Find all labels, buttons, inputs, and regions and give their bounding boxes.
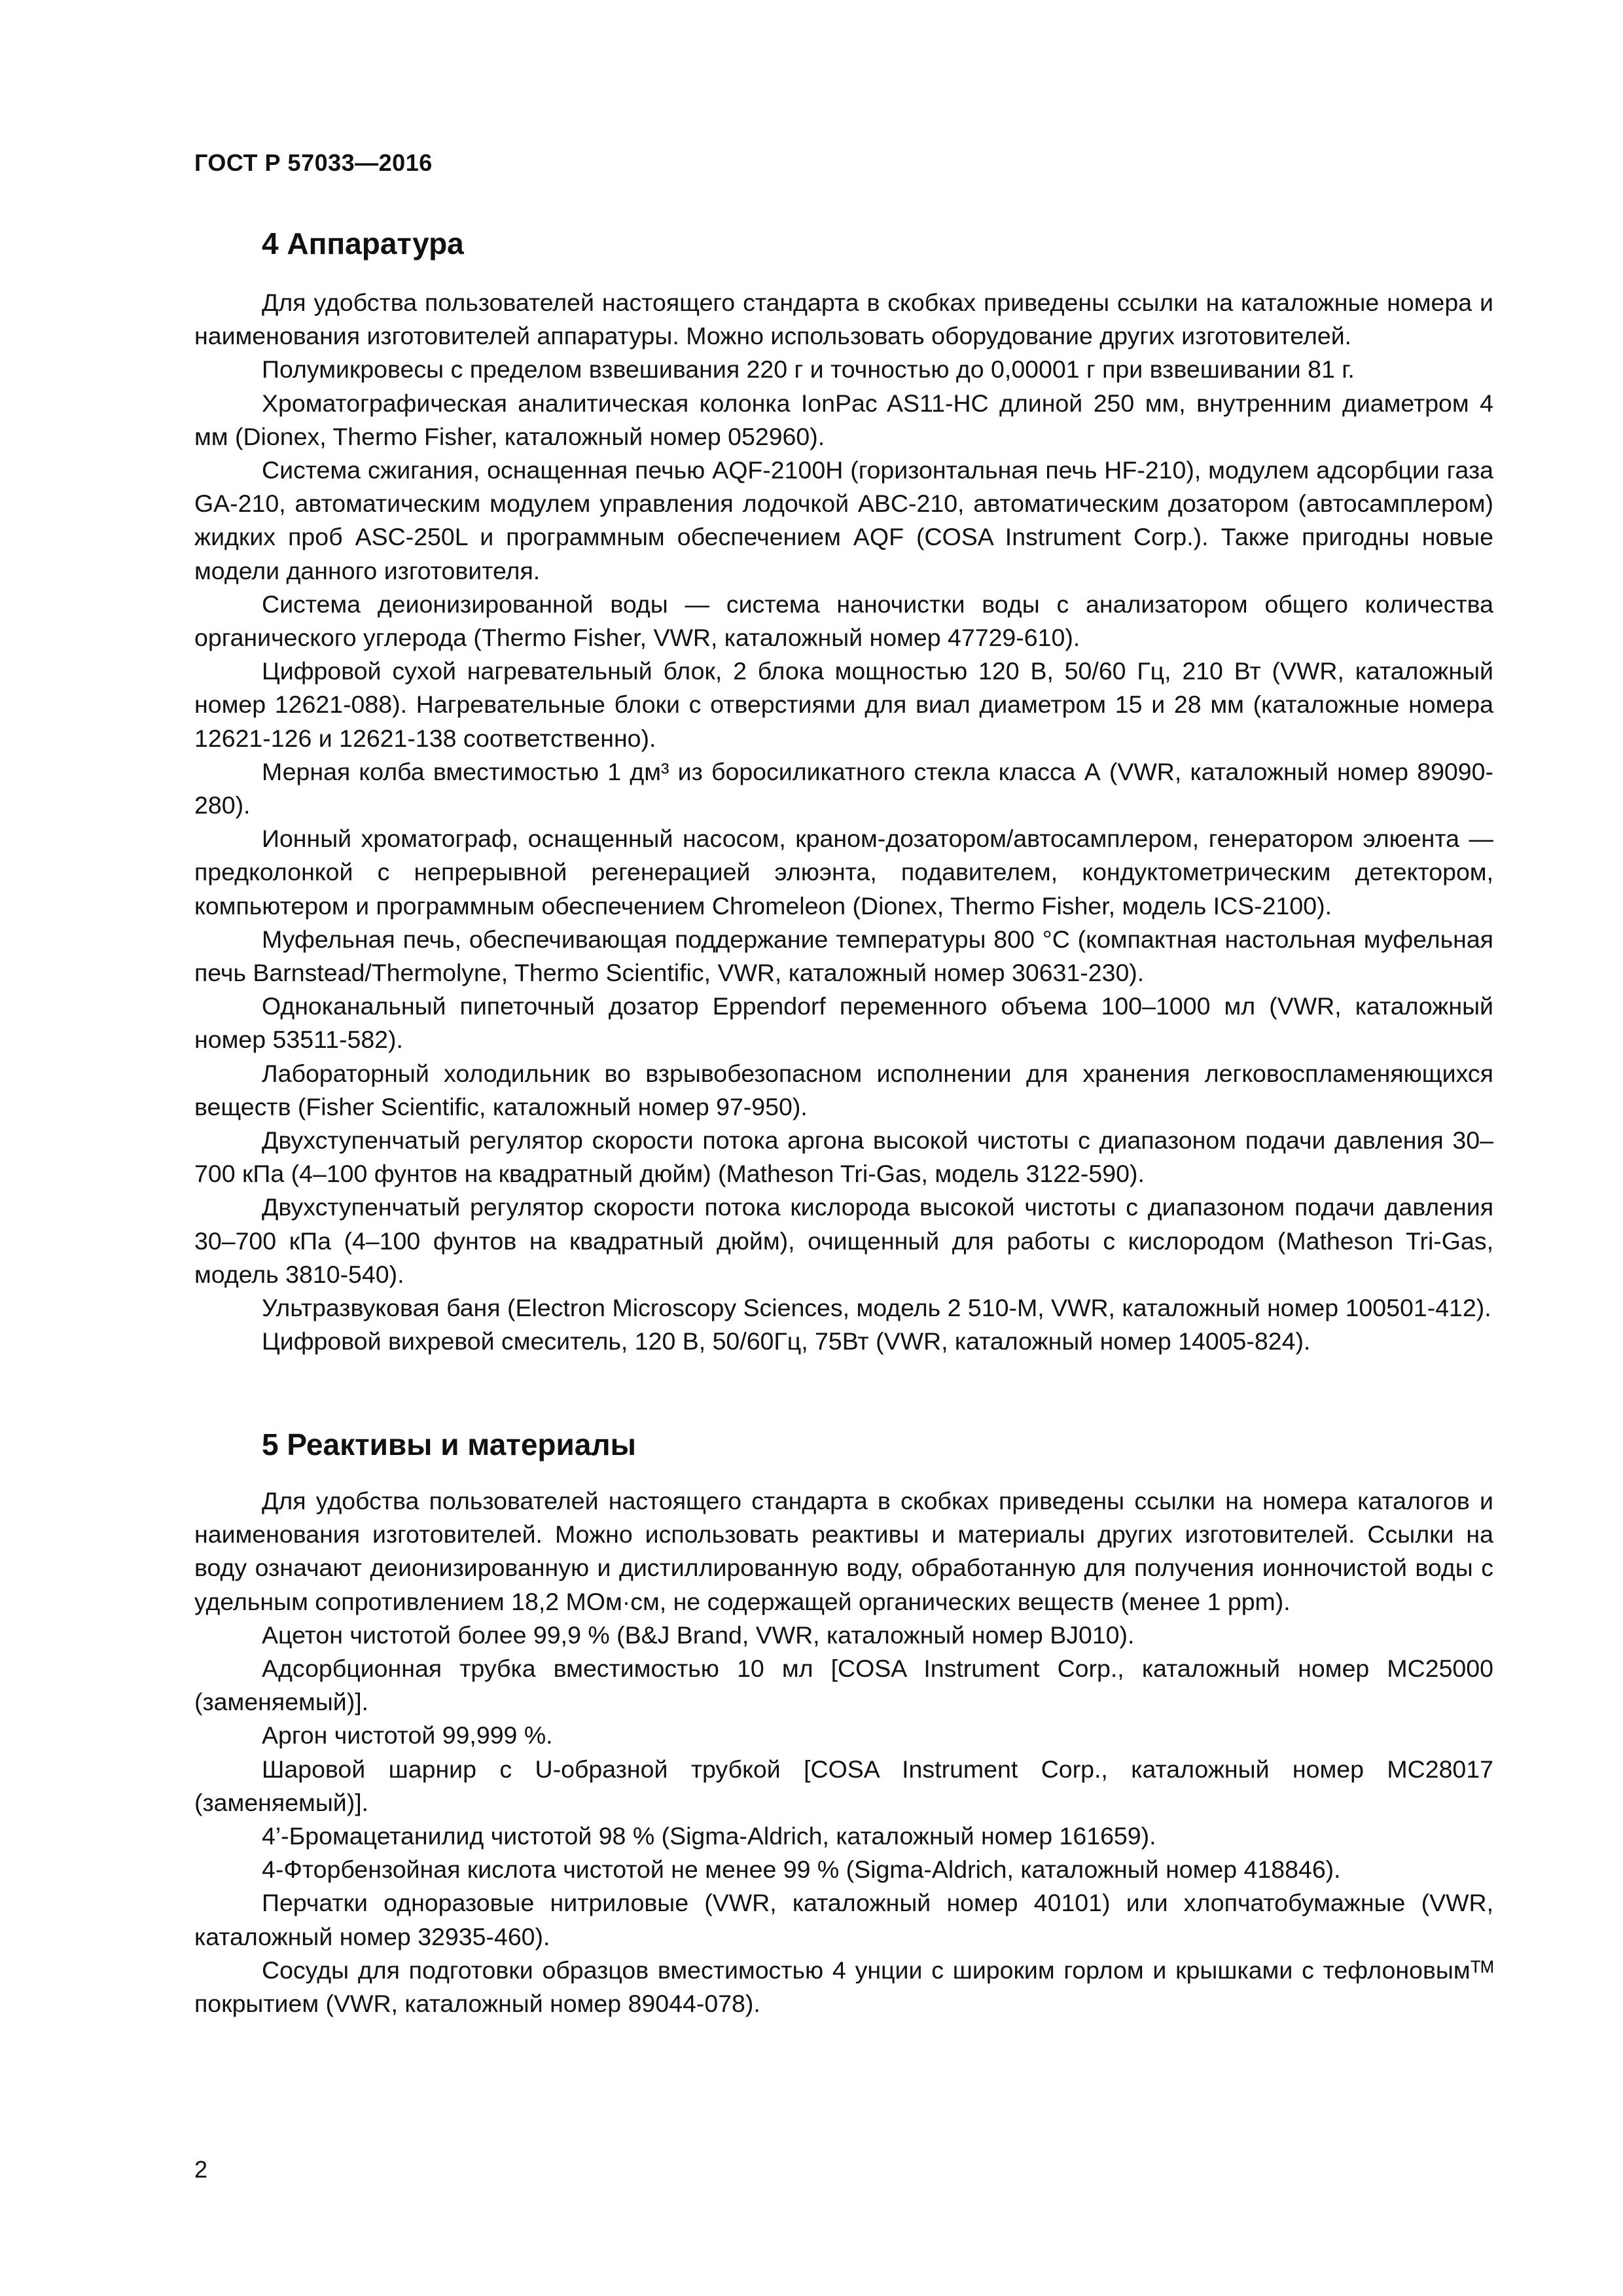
section-4-title: 4 Аппаратура <box>262 226 464 260</box>
paragraph: Муфельная печь, обеспечивающая поддержание температуры 800 °С (компактная настольная муфельная печь Barnstead/Thermolyne, Thermo Scientific, VWR, каталожный номер 30631-230). <box>194 925 1493 987</box>
paragraph: Перчатки одноразовые нитриловые (VWR, каталожный номер 40101) или хлопчатобумажные (VWR, каталожный номер 32935-460). <box>194 1889 1493 1950</box>
paragraph: Шаровой шарнир с U-образной трубкой [COSA Instrument Corp., каталожный номер MC28017 (заменяемый)]. <box>194 1755 1493 1816</box>
paragraph: Хроматографическая аналитическая колонка IonPac AS11-HC длиной 250 мм, внутренним диаметром 4 мм (Dionex, Thermo Fisher, каталожный номер 052960). <box>194 389 1493 450</box>
paragraph: Аргон чистотой 99,999 %. <box>262 1721 553 1749</box>
page-number: 2 <box>194 2156 208 2183</box>
section-5-title: 5 Реактивы и материалы <box>262 1427 636 1462</box>
paragraph: Лабораторный холодильник во взрывобезопасном исполнении для хранения легковоспламеняющихся веществ (Fisher Scientific, каталожный номер 97-950). <box>194 1059 1493 1121</box>
section-4-body <box>194 286 1493 1359</box>
paragraph: Цифровой вихревой смеситель, 120 В, 50/60Гц, 75Вт (VWR, каталожный номер 14005-824). <box>262 1327 1311 1355</box>
paragraph: Для удобства пользователей настоящего стандарта в скобках приведены ссылки на номера каталогов и наименования изготовителей. Можно использовать реактивы и материалы других изготовителей. Ссылки на воду означают деионизированную и дистиллированную воду, обработанную для получения ионночистой воды с удельным сопротивлением 18,2 МОм·см, не содержащей органических веществ (менее 1 ppm). <box>194 1487 1493 1615</box>
paragraph: Мерная колба вместимостью 1 дм³ из боросиликатного стекла класса А (VWR, каталожный номер 89090-280). <box>194 757 1493 819</box>
paragraph: Цифровой сухой нагревательный блок, 2 блока мощностью 120 В, 50/60 Гц, 210 Вт (VWR, каталожный номер 12621-088). Нагревательные блоки с отверстиями для виал диаметром 15 и 28 мм (каталожные номера 12621-126 и 12621-138 соответственно). <box>194 657 1493 752</box>
paragraph: Для удобства пользователей настоящего стандарта в скобках приведены ссылки на каталожные номера и наименования изготовителей аппаратуры. Можно использовать оборудование других изготовителей. <box>194 289 1493 350</box>
paragraph: 4’-Бромацетанилид чистотой 98 % (Sigma-Aldrich, каталожный номер 161659). <box>262 1822 1156 1850</box>
paragraph: Одноканальный пипеточный дозатор Eppendorf переменного объема 100–1000 мл (VWR, каталожный номер 53511-582). <box>194 992 1493 1054</box>
paragraph: 4-Фторбензойная кислота чистотой не менее 99 % (Sigma-Aldrich, каталожный номер 418846). <box>262 1856 1341 1884</box>
section-5-body <box>194 1484 1493 2020</box>
paragraph: Система деионизированной воды — система наночистки воды с анализатором общего количества органического углерода (Thermo Fisher, VWR, каталожный номер 47729-610). <box>194 590 1493 652</box>
paragraph: Сосуды для подготовки образцов вместимостью 4 унции с широким горлом и крышками с тефлоновымᵀᴹ покрытием (VWR, каталожный номер 89044-078). <box>194 1956 1493 2018</box>
paragraph: Система сжигания, оснащенная печью AQF-2100H (горизонтальная печь HF-210), модулем адсорбции газа GA-210, автоматическим модулем управления лодочкой ABC-210, автоматическим дозатором (автосамплером) жидких проб ASC-250L и программным обеспечением AQF (COSA Instrument Corp.). Также пригодны новые модели данного изготовителя. <box>194 456 1493 584</box>
paragraph: Двухступенчатый регулятор скорости потока кислорода высокой чистоты с диапазоном подачи давления 30–700 кПа (4–100 фунтов на квадратный дюйм), очищенный для работы с кислородом (Matheson Tri-Gas, модель 3810-540). <box>194 1193 1493 1288</box>
paragraph: Ультразвуковая баня (Electron Microscopy Sciences, модель 2 510-M, VWR, каталожный номер 100501-412). <box>262 1294 1491 1322</box>
paragraph: Полумикровесы с пределом взвешивания 220 г и точностью до 0,00001 г при взвешивании 81 г. <box>262 355 1355 384</box>
paragraph: Ионный хроматограф, оснащенный насосом, краном-дозатором/автосамплером, генератором элюента — предколонкой с непрерывной регенерацией элюэнта, подавителем, кондуктометрическим детектором, компьютером и программным обеспечением Chromeleon (Dionex, Thermo Fisher, модель ICS-2100). <box>194 825 1493 920</box>
paragraph: Ацетон чистотой более 99,9 % (B&J Brand, VWR, каталожный номер BJ010). <box>262 1621 1135 1649</box>
paragraph: Двухступенчатый регулятор скорости потока аргона высокой чистоты с диапазоном подачи давления 30–700 кПа (4–100 фунтов на квадратный дюйм) (Matheson Tri-Gas, модель 3122-590). <box>194 1126 1493 1188</box>
document-code-header: ГОСТ Р 57033—2016 <box>194 149 433 176</box>
paragraph: Адсорбционная трубка вместимостью 10 мл [COSA Instrument Corp., каталожный номер MC25000 (заменяемый)]. <box>194 1655 1493 1716</box>
